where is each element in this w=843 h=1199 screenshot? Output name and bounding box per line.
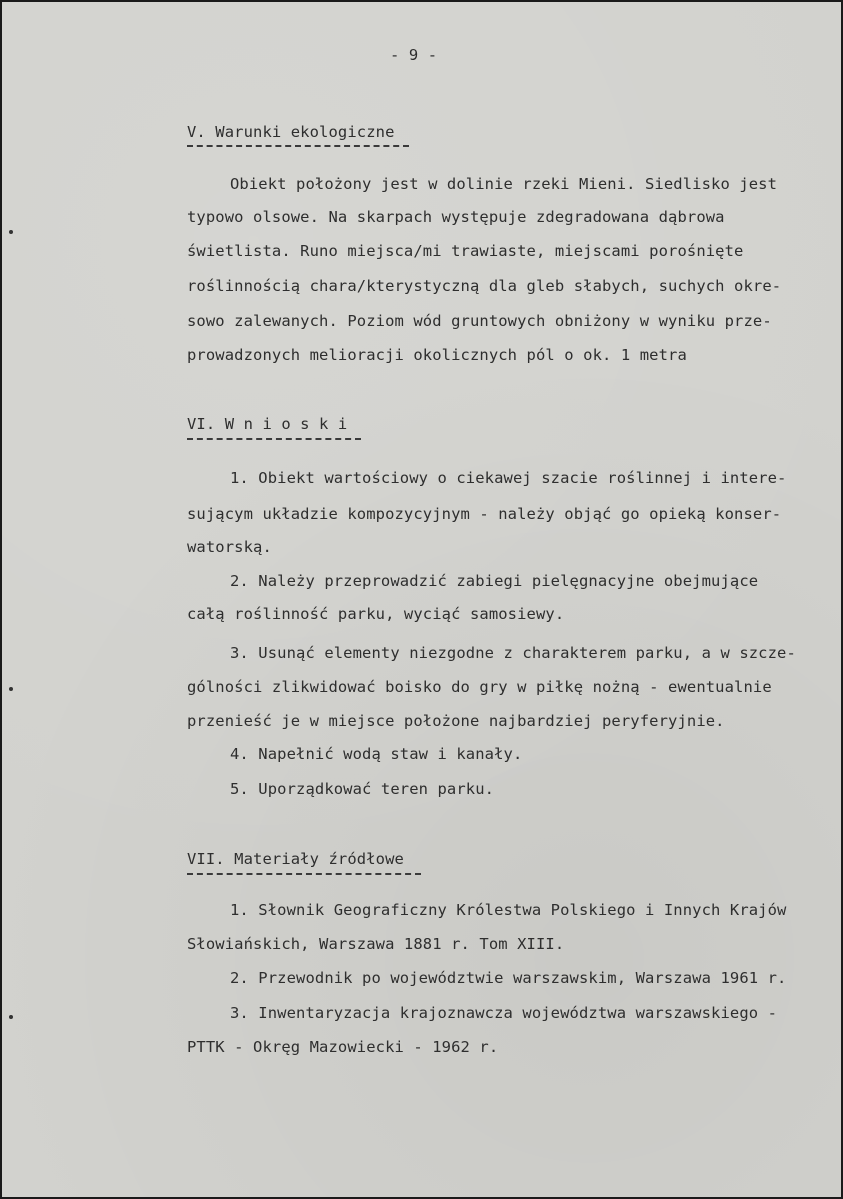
- section-5-line: roślinnością chara/kterystyczną dla gleb słabych, suchych okre-: [187, 277, 782, 295]
- section-5-heading-underline: [187, 145, 409, 147]
- section-7-heading-underline: [187, 873, 421, 875]
- section-6-line: 1. Obiekt wartościowy o ciekawej szacie roślinnej i intere-: [230, 469, 787, 487]
- section-6-heading: VI. W n i o s k i: [187, 415, 348, 433]
- section-7-heading: VII. Materiały źródłowe: [187, 850, 404, 868]
- section-6-line: 4. Napełnić wodą staw i kanały.: [230, 745, 523, 763]
- section-7-line: Słowiańskich, Warszawa 1881 r. Tom XIII.: [187, 935, 565, 953]
- section-6-line: 2. Należy przeprowadzić zabiegi pielęgnacyjne obejmujące: [230, 572, 759, 590]
- section-7-line: PTTK - Okręg Mazowiecki - 1962 r.: [187, 1038, 499, 1056]
- section-6-line: całą roślinność parku, wyciąć samosiewy.: [187, 605, 565, 623]
- section-7-line: 1. Słownik Geograficzny Królestwa Polskiego i Innych Krajów: [230, 901, 787, 919]
- section-5-line: prowadzonych melioracji okolicznych pól o ok. 1 metra: [187, 346, 687, 364]
- section-6-line: watorską.: [187, 538, 272, 556]
- section-6-line: gólności zlikwidować boisko do gry w piłkę nożną - ewentualnie: [187, 678, 772, 696]
- section-7-line: 3. Inwentaryzacja krajoznawcza województwa warszawskiego -: [230, 1004, 778, 1022]
- margin-dot: [9, 230, 13, 234]
- margin-dot: [9, 1015, 13, 1019]
- section-6-line: 3. Usunąć elementy niezgodne z charakterem parku, a w szcze-: [230, 644, 796, 662]
- section-6-line: przenieść je w miejsce położone najbardziej peryferyjnie.: [187, 712, 725, 730]
- section-5-line: Obiekt położony jest w dolinie rzeki Mieni. Siedlisko jest: [230, 175, 778, 193]
- section-7-line: 2. Przewodnik po województwie warszawskim, Warszawa 1961 r.: [230, 969, 787, 987]
- section-5-heading: V. Warunki ekologiczne: [187, 123, 395, 141]
- margin-dot: [9, 687, 13, 691]
- section-6-heading-underline: [187, 438, 361, 440]
- page-number: - 9 -: [390, 46, 438, 64]
- section-6-line: 5. Uporządkować teren parku.: [230, 780, 495, 798]
- section-6-line: sującym układzie kompozycyjnym - należy objąć go opieką konser-: [187, 505, 782, 523]
- document-page: [2, 2, 841, 1197]
- section-5-line: sowo zalewanych. Poziom wód gruntowych obniżony w wyniku prze-: [187, 312, 772, 330]
- section-5-line: świetlista. Runo miejsca/mi trawiaste, miejscami porośnięte: [187, 242, 744, 260]
- section-5-line: typowo olsowe. Na skarpach występuje zdegradowana dąbrowa: [187, 208, 725, 226]
